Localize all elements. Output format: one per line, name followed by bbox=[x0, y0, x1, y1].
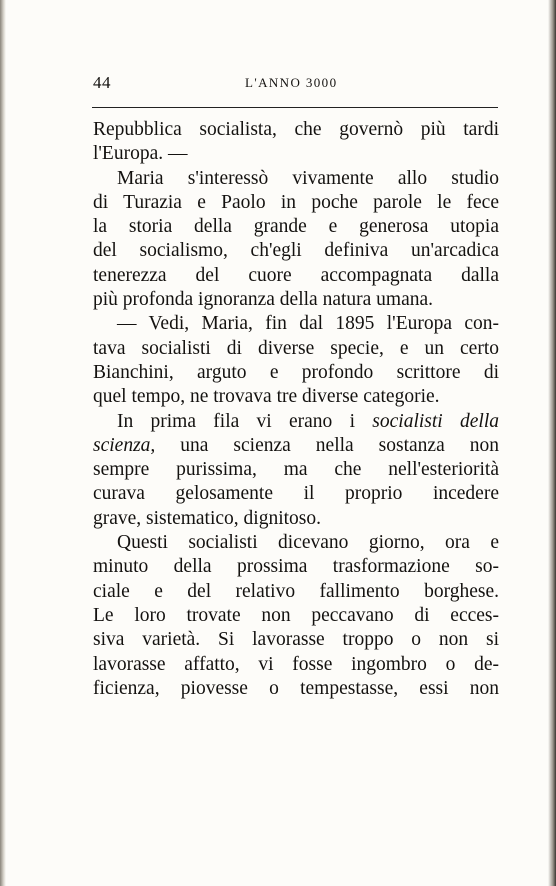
text-line: del socialismo, ch'egli definiva un'arcadica bbox=[93, 240, 499, 262]
page-right-edge bbox=[548, 0, 556, 886]
text-line: Questi socialisti dicevano giorno, ora e bbox=[117, 532, 499, 554]
text-line: ficienza, piovesse o tempestasse, essi non bbox=[93, 677, 499, 699]
text-line: tenerezza del cuore accompagnata dalla bbox=[93, 264, 499, 286]
text-line: Repubblica socialista, che governò più tardi bbox=[93, 119, 499, 140]
text-line: più profonda ignoranza della natura umana. bbox=[93, 289, 434, 311]
header-rule bbox=[92, 107, 498, 108]
text-line: Le loro trovate non peccavano di ecces- bbox=[93, 604, 499, 626]
text-line: — Vedi, Maria, fin dal 1895 l'Europa con- bbox=[117, 313, 499, 335]
text-line: la storia della grande e generosa utopia bbox=[93, 216, 499, 238]
text-line: curava gelosamente il proprio incedere bbox=[93, 483, 499, 505]
text-line: tava socialisti di diverse specie, e un certo bbox=[93, 337, 499, 359]
text-line: di Turazia e Paolo in poche parole le fece bbox=[93, 191, 499, 213]
text-line: scienza, una scienza nella sostanza non bbox=[93, 434, 499, 456]
running-title: L'ANNO 3000 bbox=[245, 75, 338, 90]
body-text bbox=[93, 118, 499, 701]
page-number: 44 bbox=[93, 73, 111, 92]
text-line: ciale e del relativo fallimento borghese. bbox=[93, 580, 499, 602]
text-line: lavorasse affatto, vi fosse ingombro o de- bbox=[93, 653, 499, 675]
text-line: siva varietà. Si lavorasse troppo o non si bbox=[93, 629, 499, 651]
text-line: quel tempo, ne trovava tre diverse categorie. bbox=[93, 386, 440, 408]
text-line: Bianchini, arguto e profondo scrittore di bbox=[93, 361, 499, 383]
text-line: In prima fila vi erano i socialisti della bbox=[117, 410, 499, 432]
page-left-edge bbox=[0, 0, 6, 886]
text-line: grave, sistematico, dignitoso. bbox=[93, 507, 322, 529]
text-line: sempre purissima, ma che nell'esteriorità bbox=[93, 459, 499, 481]
text-line: l'Europa. — bbox=[93, 143, 188, 165]
text-line: Maria s'interessò vivamente allo studio bbox=[117, 167, 499, 189]
text-line: minuto della prossima trasformazione so- bbox=[93, 556, 499, 578]
